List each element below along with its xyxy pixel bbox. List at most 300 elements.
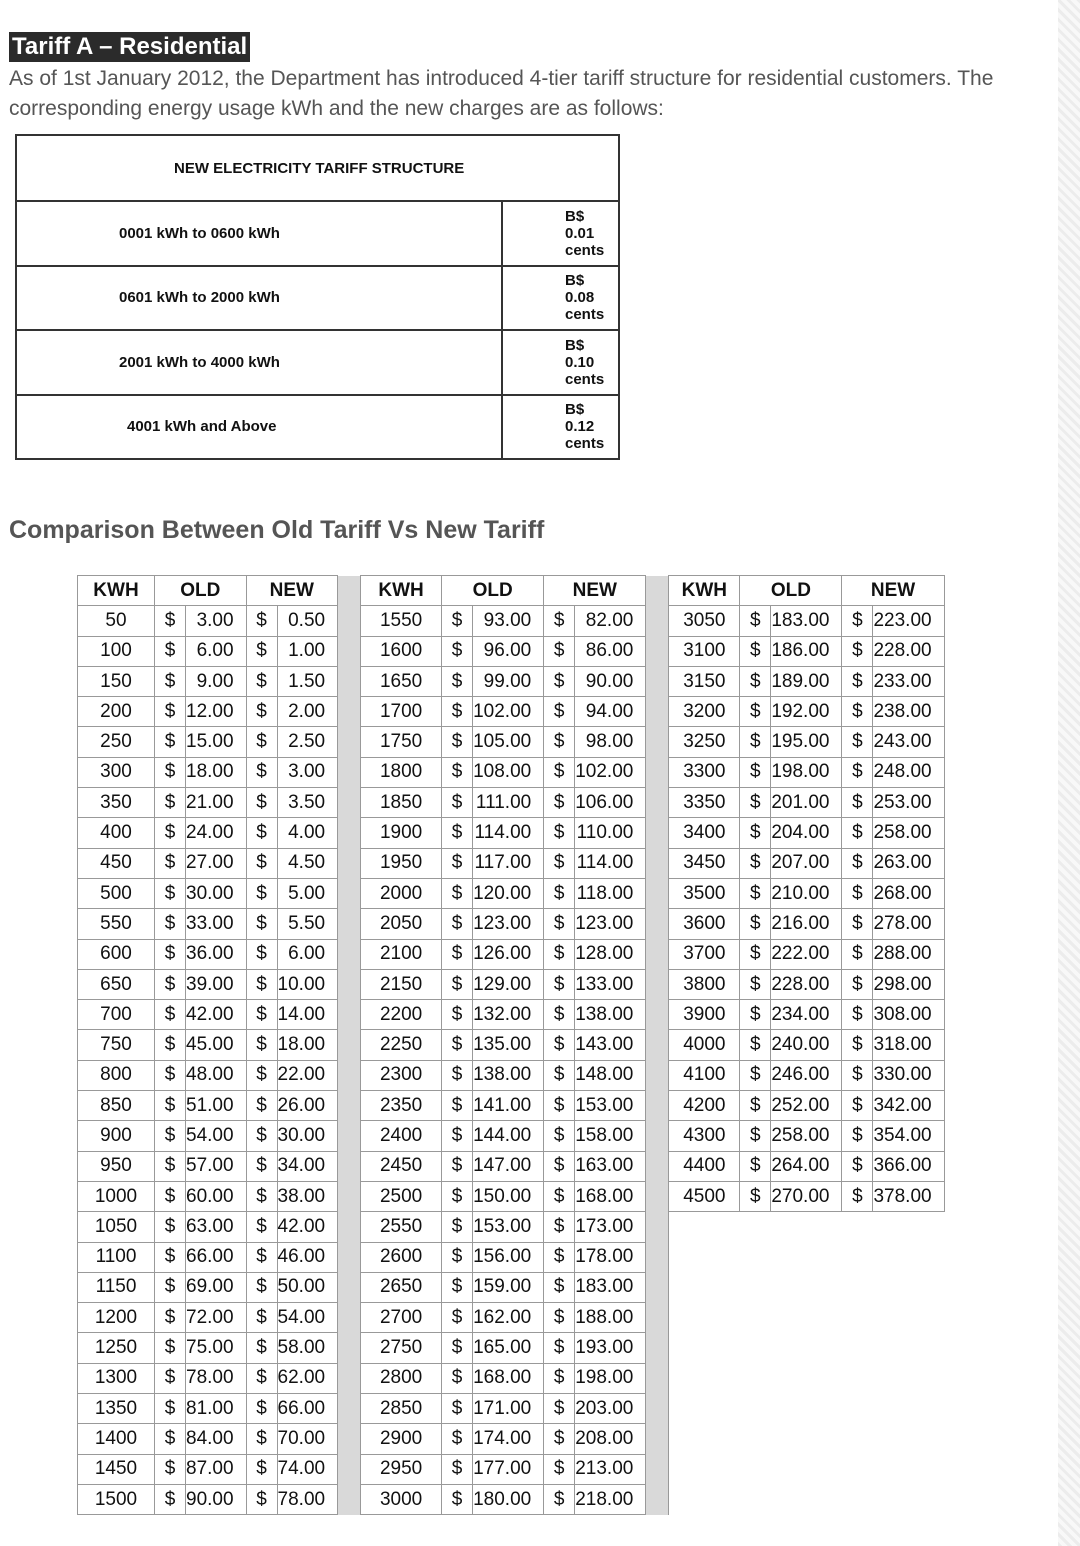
currency-cell: $ xyxy=(442,1091,473,1121)
old-value-cell: 27.00 xyxy=(186,848,247,878)
old-value-cell: 246.00 xyxy=(771,1060,842,1090)
empty-cell xyxy=(873,1454,944,1484)
currency-cell: $ xyxy=(842,1121,873,1151)
old-value-cell: 252.00 xyxy=(771,1091,842,1121)
kwh-cell: 1150 xyxy=(78,1272,155,1302)
kwh-cell: 2800 xyxy=(361,1363,442,1393)
comparison-row xyxy=(78,1484,945,1514)
currency-cell: $ xyxy=(442,636,473,666)
currency-cell: $ xyxy=(246,1303,277,1333)
currency-cell: $ xyxy=(842,878,873,908)
new-value-cell: 82.00 xyxy=(575,606,646,636)
currency-cell: $ xyxy=(442,697,473,727)
currency-cell: $ xyxy=(544,1363,575,1393)
new-value-cell: 153.00 xyxy=(575,1091,646,1121)
currency-cell: $ xyxy=(246,939,277,969)
column-gap xyxy=(646,969,669,999)
empty-cell xyxy=(873,1212,944,1242)
currency-cell: $ xyxy=(544,1454,575,1484)
new-value-cell: 354.00 xyxy=(873,1121,944,1151)
column-gap xyxy=(646,788,669,818)
tariff-rate: B$ 0.10 cents xyxy=(502,330,619,395)
kwh-cell: 4000 xyxy=(669,1030,740,1060)
currency-cell: $ xyxy=(842,606,873,636)
currency-cell: $ xyxy=(544,818,575,848)
column-gap xyxy=(646,848,669,878)
currency-cell: $ xyxy=(544,969,575,999)
new-value-cell: 114.00 xyxy=(575,848,646,878)
old-value-cell: 135.00 xyxy=(473,1030,544,1060)
currency-cell: $ xyxy=(442,1121,473,1151)
kwh-cell: 2200 xyxy=(361,1000,442,1030)
empty-cell xyxy=(842,1242,873,1272)
tariff-rate: B$ 0.08 cents xyxy=(502,266,619,331)
kwh-cell: 700 xyxy=(78,1000,155,1030)
new-value-cell: 54.00 xyxy=(277,1303,338,1333)
new-value-cell: 106.00 xyxy=(575,788,646,818)
comparison-row xyxy=(78,1151,945,1181)
kwh-cell: 2950 xyxy=(361,1454,442,1484)
new-value-cell: 5.50 xyxy=(277,909,338,939)
currency-cell: $ xyxy=(155,1454,186,1484)
currency-cell: $ xyxy=(155,848,186,878)
column-gap xyxy=(338,1333,361,1363)
old-value-cell: 114.00 xyxy=(473,818,544,848)
old-value-cell: 183.00 xyxy=(771,606,842,636)
new-value-cell: 10.00 xyxy=(277,969,338,999)
new-value-cell: 5.00 xyxy=(277,878,338,908)
column-gap xyxy=(338,1212,361,1242)
kwh-cell: 850 xyxy=(78,1091,155,1121)
kwh-cell: 1200 xyxy=(78,1303,155,1333)
currency-cell: $ xyxy=(155,1333,186,1363)
comparison-row xyxy=(78,1242,945,1272)
new-header: NEW xyxy=(544,576,646,606)
empty-cell xyxy=(740,1394,771,1424)
kwh-cell: 4500 xyxy=(669,1181,740,1211)
old-value-cell: 171.00 xyxy=(473,1394,544,1424)
kwh-cell: 1050 xyxy=(78,1212,155,1242)
kwh-cell: 4300 xyxy=(669,1121,740,1151)
new-value-cell: 143.00 xyxy=(575,1030,646,1060)
old-value-cell: 162.00 xyxy=(473,1303,544,1333)
new-value-cell: 168.00 xyxy=(575,1181,646,1211)
comparison-row xyxy=(78,1272,945,1302)
column-gap xyxy=(646,818,669,848)
old-value-cell: 180.00 xyxy=(473,1484,544,1514)
kwh-cell: 1500 xyxy=(78,1484,155,1514)
column-gap xyxy=(338,878,361,908)
currency-cell: $ xyxy=(246,727,277,757)
currency-cell: $ xyxy=(740,878,771,908)
currency-cell: $ xyxy=(544,1091,575,1121)
old-value-cell: 156.00 xyxy=(473,1242,544,1272)
column-gap xyxy=(646,1484,669,1514)
old-value-cell: 36.00 xyxy=(186,939,247,969)
column-gap xyxy=(338,1151,361,1181)
tariff-range: 2001 kWh to 4000 kWh xyxy=(16,330,502,395)
new-value-cell: 366.00 xyxy=(873,1151,944,1181)
kwh-cell: 3500 xyxy=(669,878,740,908)
kwh-cell: 150 xyxy=(78,666,155,696)
kwh-cell: 3200 xyxy=(669,697,740,727)
currency-cell: $ xyxy=(155,969,186,999)
old-value-cell: 204.00 xyxy=(771,818,842,848)
new-value-cell: 1.00 xyxy=(277,636,338,666)
column-gap xyxy=(646,1333,669,1363)
old-value-cell: 150.00 xyxy=(473,1181,544,1211)
empty-cell xyxy=(771,1394,842,1424)
currency-cell: $ xyxy=(740,666,771,696)
currency-cell: $ xyxy=(842,1151,873,1181)
empty-cell xyxy=(873,1333,944,1363)
currency-cell: $ xyxy=(842,757,873,787)
currency-cell: $ xyxy=(246,1272,277,1302)
new-value-cell: 94.00 xyxy=(575,697,646,727)
column-gap xyxy=(646,1212,669,1242)
column-gap xyxy=(338,1394,361,1424)
old-header: OLD xyxy=(155,576,247,606)
currency-cell: $ xyxy=(246,1363,277,1393)
currency-cell: $ xyxy=(246,1454,277,1484)
column-gap xyxy=(338,1030,361,1060)
column-gap xyxy=(646,606,669,636)
new-value-cell: 70.00 xyxy=(277,1424,338,1454)
page-title: Tariff A – Residential xyxy=(9,32,250,62)
comparison-row xyxy=(78,969,945,999)
currency-cell: $ xyxy=(246,1121,277,1151)
column-gap xyxy=(646,1363,669,1393)
old-value-cell: 3.00 xyxy=(186,606,247,636)
currency-cell: $ xyxy=(442,878,473,908)
comparison-row xyxy=(78,636,945,666)
column-gap xyxy=(338,697,361,727)
column-gap xyxy=(338,1363,361,1393)
currency-cell: $ xyxy=(442,606,473,636)
kwh-cell: 1650 xyxy=(361,666,442,696)
old-value-cell: 264.00 xyxy=(771,1151,842,1181)
new-value-cell: 233.00 xyxy=(873,666,944,696)
comparison-row xyxy=(78,757,945,787)
currency-cell: $ xyxy=(442,1181,473,1211)
empty-cell xyxy=(842,1212,873,1242)
new-value-cell: 26.00 xyxy=(277,1091,338,1121)
empty-cell xyxy=(842,1484,873,1514)
column-gap xyxy=(646,1151,669,1181)
kwh-cell: 2150 xyxy=(361,969,442,999)
column-gap xyxy=(646,909,669,939)
empty-cell xyxy=(669,1303,740,1333)
currency-cell: $ xyxy=(842,1000,873,1030)
currency-cell: $ xyxy=(442,1272,473,1302)
empty-cell xyxy=(842,1303,873,1333)
kwh-cell: 1400 xyxy=(78,1424,155,1454)
comparison-row xyxy=(78,1000,945,1030)
new-value-cell: 208.00 xyxy=(575,1424,646,1454)
new-value-cell: 2.00 xyxy=(277,697,338,727)
currency-cell: $ xyxy=(740,788,771,818)
new-value-cell: 243.00 xyxy=(873,727,944,757)
column-gap xyxy=(338,818,361,848)
currency-cell: $ xyxy=(155,636,186,666)
empty-cell xyxy=(740,1333,771,1363)
old-value-cell: 195.00 xyxy=(771,727,842,757)
old-value-cell: 132.00 xyxy=(473,1000,544,1030)
new-value-cell: 110.00 xyxy=(575,818,646,848)
new-value-cell: 218.00 xyxy=(575,1484,646,1514)
new-value-cell: 34.00 xyxy=(277,1151,338,1181)
page-title-wrap xyxy=(9,32,250,62)
currency-cell: $ xyxy=(544,848,575,878)
currency-cell: $ xyxy=(442,1151,473,1181)
new-value-cell: 183.00 xyxy=(575,1272,646,1302)
kwh-cell: 2250 xyxy=(361,1030,442,1060)
currency-cell: $ xyxy=(246,636,277,666)
currency-cell: $ xyxy=(842,909,873,939)
column-gap xyxy=(338,576,361,606)
new-value-cell: 3.00 xyxy=(277,757,338,787)
old-value-cell: 234.00 xyxy=(771,1000,842,1030)
empty-cell xyxy=(669,1454,740,1484)
currency-cell: $ xyxy=(155,666,186,696)
kwh-cell: 1000 xyxy=(78,1181,155,1211)
old-value-cell: 69.00 xyxy=(186,1272,247,1302)
currency-cell: $ xyxy=(842,1091,873,1121)
currency-cell: $ xyxy=(842,1060,873,1090)
new-value-cell: 248.00 xyxy=(873,757,944,787)
kwh-cell: 1350 xyxy=(78,1394,155,1424)
empty-cell xyxy=(669,1242,740,1272)
kwh-cell: 3150 xyxy=(669,666,740,696)
currency-cell: $ xyxy=(544,1060,575,1090)
old-value-cell: 189.00 xyxy=(771,666,842,696)
currency-cell: $ xyxy=(544,909,575,939)
comparison-row xyxy=(78,788,945,818)
old-value-cell: 33.00 xyxy=(186,909,247,939)
column-gap xyxy=(338,606,361,636)
empty-cell xyxy=(873,1484,944,1514)
currency-cell: $ xyxy=(155,1424,186,1454)
new-value-cell: 258.00 xyxy=(873,818,944,848)
currency-cell: $ xyxy=(842,848,873,878)
kwh-cell: 1250 xyxy=(78,1333,155,1363)
empty-cell xyxy=(771,1484,842,1514)
currency-cell: $ xyxy=(442,1030,473,1060)
currency-cell: $ xyxy=(442,1363,473,1393)
kwh-cell: 2050 xyxy=(361,909,442,939)
new-value-cell: 4.50 xyxy=(277,848,338,878)
tariff-row xyxy=(16,201,619,266)
empty-cell xyxy=(740,1272,771,1302)
currency-cell: $ xyxy=(740,1181,771,1211)
currency-cell: $ xyxy=(544,697,575,727)
column-gap xyxy=(646,576,669,606)
column-gap xyxy=(338,1091,361,1121)
currency-cell: $ xyxy=(246,909,277,939)
currency-cell: $ xyxy=(246,969,277,999)
new-value-cell: 38.00 xyxy=(277,1181,338,1211)
column-gap xyxy=(338,788,361,818)
kwh-cell: 50 xyxy=(78,606,155,636)
currency-cell: $ xyxy=(246,1212,277,1242)
kwh-cell: 2500 xyxy=(361,1181,442,1211)
currency-cell: $ xyxy=(842,788,873,818)
empty-cell xyxy=(873,1363,944,1393)
old-value-cell: 228.00 xyxy=(771,969,842,999)
column-gap xyxy=(646,1272,669,1302)
new-value-cell: 308.00 xyxy=(873,1000,944,1030)
column-gap xyxy=(646,1242,669,1272)
kwh-cell: 3300 xyxy=(669,757,740,787)
currency-cell: $ xyxy=(442,727,473,757)
comparison-title: Comparison Between Old Tariff Vs New Tariff xyxy=(9,516,545,544)
kwh-cell: 550 xyxy=(78,909,155,939)
kwh-cell: 650 xyxy=(78,969,155,999)
old-value-cell: 66.00 xyxy=(186,1242,247,1272)
column-gap xyxy=(646,636,669,666)
empty-cell xyxy=(771,1454,842,1484)
new-value-cell: 193.00 xyxy=(575,1333,646,1363)
currency-cell: $ xyxy=(155,1212,186,1242)
kwh-cell: 1100 xyxy=(78,1242,155,1272)
currency-cell: $ xyxy=(442,818,473,848)
currency-cell: $ xyxy=(740,636,771,666)
new-value-cell: 102.00 xyxy=(575,757,646,787)
new-value-cell: 158.00 xyxy=(575,1121,646,1151)
comparison-row xyxy=(78,909,945,939)
new-value-cell: 228.00 xyxy=(873,636,944,666)
empty-cell xyxy=(771,1363,842,1393)
empty-cell xyxy=(842,1424,873,1454)
currency-cell: $ xyxy=(544,666,575,696)
comparison-table xyxy=(77,575,945,1515)
new-header: NEW xyxy=(842,576,944,606)
column-gap xyxy=(646,1303,669,1333)
kwh-cell: 4200 xyxy=(669,1091,740,1121)
currency-cell: $ xyxy=(544,1272,575,1302)
kwh-header: KWH xyxy=(361,576,442,606)
column-gap xyxy=(646,1394,669,1424)
column-gap xyxy=(338,727,361,757)
currency-cell: $ xyxy=(155,1303,186,1333)
old-value-cell: 222.00 xyxy=(771,939,842,969)
currency-cell: $ xyxy=(155,1121,186,1151)
old-value-cell: 6.00 xyxy=(186,636,247,666)
old-header: OLD xyxy=(442,576,544,606)
old-value-cell: 102.00 xyxy=(473,697,544,727)
old-header: OLD xyxy=(740,576,842,606)
currency-cell: $ xyxy=(842,636,873,666)
old-value-cell: 198.00 xyxy=(771,757,842,787)
currency-cell: $ xyxy=(155,818,186,848)
old-value-cell: 120.00 xyxy=(473,878,544,908)
kwh-cell: 3600 xyxy=(669,909,740,939)
currency-cell: $ xyxy=(442,1333,473,1363)
kwh-header: KWH xyxy=(78,576,155,606)
currency-cell: $ xyxy=(842,1030,873,1060)
comparison-row xyxy=(78,1060,945,1090)
old-value-cell: 93.00 xyxy=(473,606,544,636)
new-value-cell: 90.00 xyxy=(575,666,646,696)
currency-cell: $ xyxy=(740,1091,771,1121)
kwh-cell: 3050 xyxy=(669,606,740,636)
empty-cell xyxy=(771,1333,842,1363)
new-value-cell: 133.00 xyxy=(575,969,646,999)
new-value-cell: 253.00 xyxy=(873,788,944,818)
new-value-cell: 268.00 xyxy=(873,878,944,908)
kwh-cell: 2400 xyxy=(361,1121,442,1151)
currency-cell: $ xyxy=(155,939,186,969)
old-value-cell: 174.00 xyxy=(473,1424,544,1454)
comparison-row xyxy=(78,818,945,848)
new-value-cell: 74.00 xyxy=(277,1454,338,1484)
comparison-row xyxy=(78,1454,945,1484)
new-value-cell: 3.50 xyxy=(277,788,338,818)
empty-cell xyxy=(669,1363,740,1393)
kwh-cell: 2900 xyxy=(361,1424,442,1454)
kwh-cell: 3100 xyxy=(669,636,740,666)
currency-cell: $ xyxy=(842,969,873,999)
kwh-cell: 2300 xyxy=(361,1060,442,1090)
currency-cell: $ xyxy=(246,1000,277,1030)
old-value-cell: 141.00 xyxy=(473,1091,544,1121)
kwh-cell: 1850 xyxy=(361,788,442,818)
currency-cell: $ xyxy=(246,1060,277,1090)
old-value-cell: 159.00 xyxy=(473,1272,544,1302)
currency-cell: $ xyxy=(740,757,771,787)
column-gap xyxy=(338,1303,361,1333)
empty-cell xyxy=(842,1333,873,1363)
currency-cell: $ xyxy=(740,606,771,636)
empty-cell xyxy=(740,1242,771,1272)
empty-cell xyxy=(771,1212,842,1242)
new-value-cell: 18.00 xyxy=(277,1030,338,1060)
comparison-row xyxy=(78,1333,945,1363)
currency-cell: $ xyxy=(544,1151,575,1181)
comparison-row xyxy=(78,666,945,696)
old-value-cell: 81.00 xyxy=(186,1394,247,1424)
kwh-cell: 2550 xyxy=(361,1212,442,1242)
currency-cell: $ xyxy=(155,909,186,939)
new-value-cell: 378.00 xyxy=(873,1181,944,1211)
column-gap xyxy=(646,697,669,727)
new-value-cell: 1.50 xyxy=(277,666,338,696)
column-gap xyxy=(646,1091,669,1121)
column-gap xyxy=(646,1000,669,1030)
kwh-cell: 3900 xyxy=(669,1000,740,1030)
currency-cell: $ xyxy=(740,848,771,878)
old-value-cell: 48.00 xyxy=(186,1060,247,1090)
currency-cell: $ xyxy=(544,1424,575,1454)
kwh-cell: 1750 xyxy=(361,727,442,757)
comparison-header-row xyxy=(78,576,945,606)
new-value-cell: 298.00 xyxy=(873,969,944,999)
column-gap xyxy=(338,757,361,787)
currency-cell: $ xyxy=(246,1484,277,1514)
old-value-cell: 57.00 xyxy=(186,1151,247,1181)
column-gap xyxy=(338,1121,361,1151)
column-gap xyxy=(646,878,669,908)
currency-cell: $ xyxy=(544,788,575,818)
column-gap xyxy=(338,909,361,939)
currency-cell: $ xyxy=(442,1212,473,1242)
currency-cell: $ xyxy=(155,1000,186,1030)
currency-cell: $ xyxy=(544,1030,575,1060)
currency-cell: $ xyxy=(442,1454,473,1484)
kwh-cell: 900 xyxy=(78,1121,155,1151)
old-value-cell: 201.00 xyxy=(771,788,842,818)
new-value-cell: 178.00 xyxy=(575,1242,646,1272)
